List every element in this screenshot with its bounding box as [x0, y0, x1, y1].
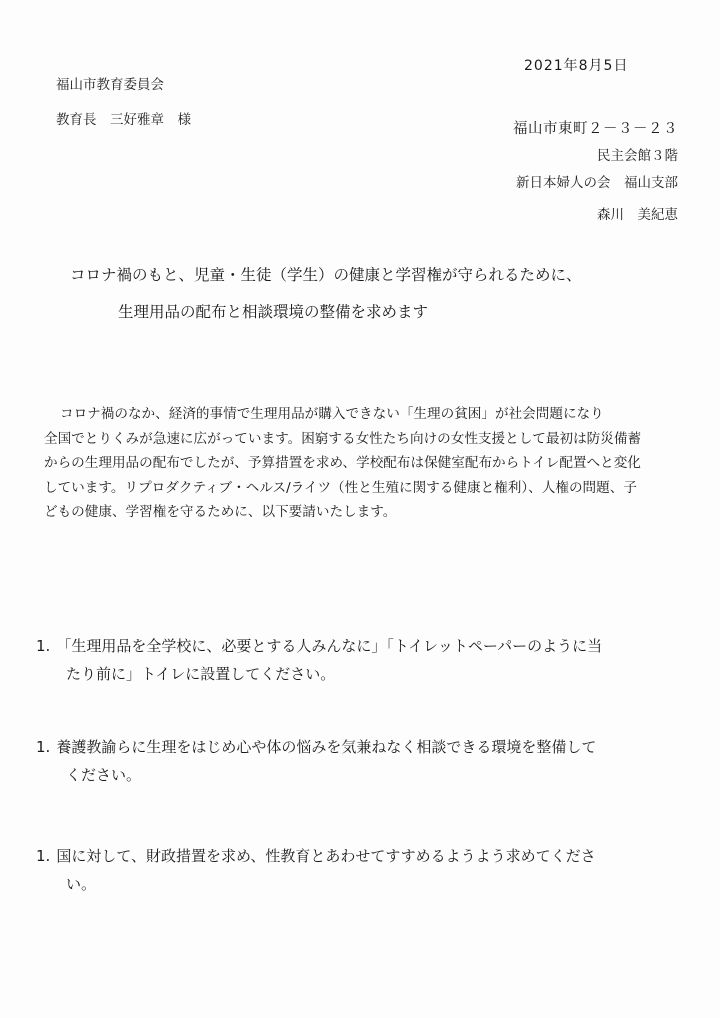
- request-line: [36, 632, 686, 660]
- request-item: [36, 632, 686, 688]
- request-item: [36, 733, 686, 789]
- request-marker: 1.: [36, 847, 51, 865]
- request-line: [36, 733, 686, 761]
- body-line: コロナ禍のなか、経済的事情で生理用品が購入できない「生理の貧困」が社会問題になり: [60, 406, 604, 422]
- request-marker: 1.: [36, 738, 51, 756]
- request-text: 「生理用品を全学校に、必要とする人みんなに」「トイレットペーパーのように当: [56, 637, 603, 655]
- request-line: [36, 842, 686, 870]
- request-line-continued: い。: [66, 875, 97, 893]
- sender-name: 森川 美紀恵: [597, 207, 678, 223]
- recipient-person: 教育長 三好雅章 様: [56, 112, 191, 128]
- document-title-line-2: 生理用品の配布と相談環境の整備を求めます: [118, 303, 429, 321]
- document-title-line-1: コロナ禍のもと、児童・生徒（学生）の健康と学習権が守られるために、: [70, 266, 582, 284]
- document-date: 2021年8月5日: [524, 58, 629, 74]
- recipient-organization: 福山市教育委員会: [56, 77, 164, 93]
- body-line: どもの健康、学習権を守るために、以下要請いたします。: [44, 504, 397, 520]
- request-line-continued: たり前に」トイレに設置してください。: [66, 665, 336, 683]
- request-text: 国に対して、財政措置を求め、性教育とあわせてすすめるようよう求めてくださ: [56, 847, 596, 865]
- sender-address: 福山市東町２－３－２３: [513, 121, 678, 137]
- sender-building: 民主会館３階: [597, 148, 678, 164]
- request-marker: 1.: [36, 637, 51, 655]
- sender-organization: 新日本婦人の会 福山支部: [516, 175, 678, 191]
- request-item: [36, 842, 686, 898]
- body-line: からの生理用品の配布でしたが、予算措置を求め、学校配布は保健室配布からトイレ配置へと変化: [44, 455, 641, 471]
- request-line-continued: ください。: [66, 766, 142, 784]
- request-text: 養護教諭らに生理をはじめ心や体の悩みを気兼ねなく相談できる環境を整備して: [56, 738, 597, 756]
- body-line: しています。リプロダクティブ・ヘルス/ライツ（性と生殖に関する健康と権利）、人権の問題、子: [44, 479, 637, 496]
- body-line: 全国でとりくみが急速に広がっています。困窮する女性たち向けの女性支援として最初は防災備蓄: [44, 430, 642, 447]
- body-paragraph: [44, 402, 694, 525]
